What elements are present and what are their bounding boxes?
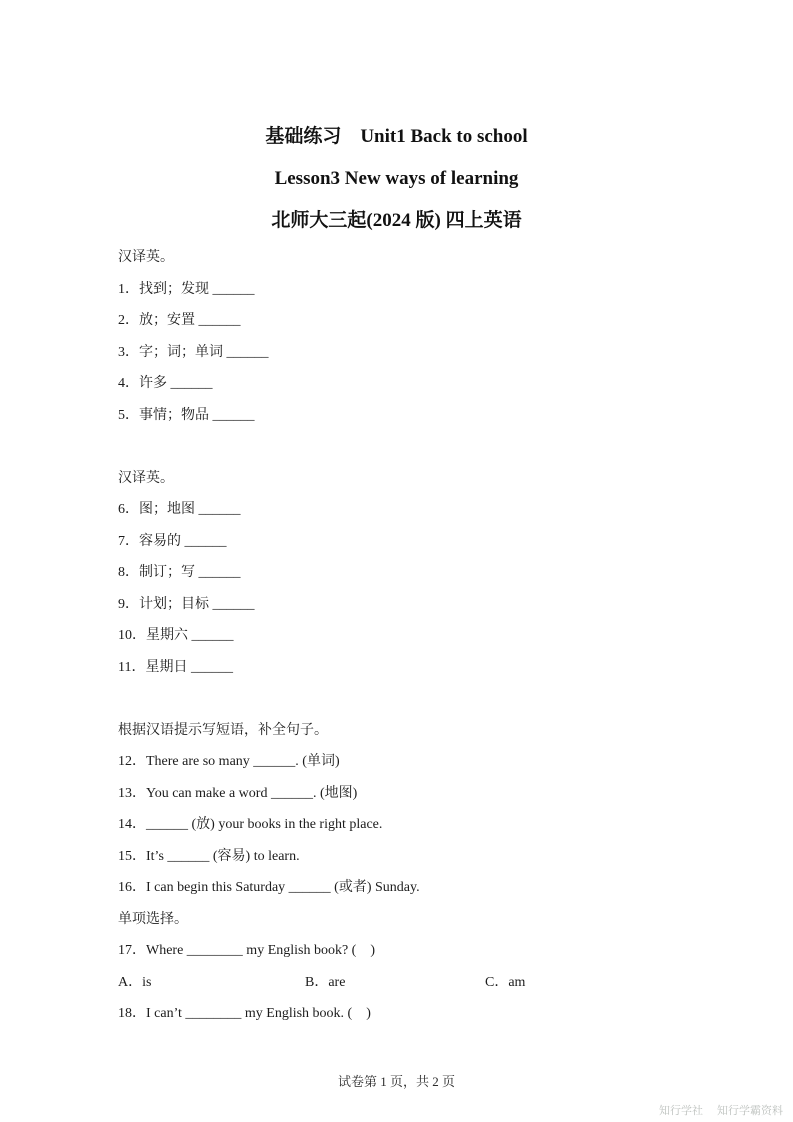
worksheet-body <box>0 242 793 1030</box>
exercise-item-3: 3．字；词；单词 ______ <box>118 344 269 360</box>
exercise-item-17: 17．Where ________ my English book? ( ) <box>118 943 376 958</box>
exercise-item-13: 13．You can make a word ______. (地图) <box>118 785 358 801</box>
exercise-item-15: 15．It’s ______ (容易) to learn. <box>118 848 300 864</box>
section-3-instruction: 根据汉语提示写短语，补全句子。 <box>118 722 328 738</box>
section-1-instruction: 汉译英。 <box>118 250 174 265</box>
exercise-item-10: 10．星期六 ______ <box>118 628 234 643</box>
title-line-1: 基础练习 Unit1 Back to school <box>265 126 528 147</box>
section-2-instruction: 汉译英。 <box>118 470 174 486</box>
watermark-text-right: 知行学霸资料 <box>717 1105 783 1117</box>
choice-row-item-17 <box>118 967 703 999</box>
section-gap <box>118 431 703 463</box>
section-4-instruction: 单项选择。 <box>118 911 188 927</box>
title-line-3: 北师大三起(2024 版) 四上英语 <box>271 210 522 231</box>
exercise-item-16: 16．I can begin this Saturday ______ (或者) Sunday. <box>118 880 420 895</box>
exercise-item-8: 8．制订；写 ______ <box>118 565 241 580</box>
choice-a: A．is <box>118 974 152 990</box>
exercise-item-11: 11．星期日 ______ <box>118 659 233 675</box>
choice-c: C．am <box>485 974 526 990</box>
section-gap <box>118 683 703 715</box>
exercise-item-7: 7．容易的 ______ <box>118 533 227 549</box>
exercise-item-12: 12．There are so many ______. (单词) <box>118 754 340 769</box>
watermark-text-left: 知行学社 <box>659 1105 703 1117</box>
exercise-item-4: 4．许多 ______ <box>118 376 213 391</box>
title-block <box>0 0 793 242</box>
exercise-item-2: 2．放；安置 ______ <box>118 313 241 328</box>
exercise-item-1: 1．找到；发现 ______ <box>118 281 255 297</box>
title-line-2: Lesson3 New ways of learning <box>274 168 519 189</box>
exercise-item-18: 18．I can’t ________ my English book. ( ) <box>118 1006 371 1021</box>
exercise-item-5: 5．事情；物品 ______ <box>118 407 255 423</box>
exercise-item-14: 14．______ (放) your books in the right place. <box>118 817 383 832</box>
exercise-item-6: 6．图；地图 ______ <box>118 502 241 517</box>
choice-b: B．are <box>305 974 346 990</box>
page-footer: 试卷第 1 页，共 2 页 <box>337 1074 455 1089</box>
exercise-item-9: 9．计划；目标 ______ <box>118 596 255 612</box>
watermark <box>659 1102 783 1118</box>
